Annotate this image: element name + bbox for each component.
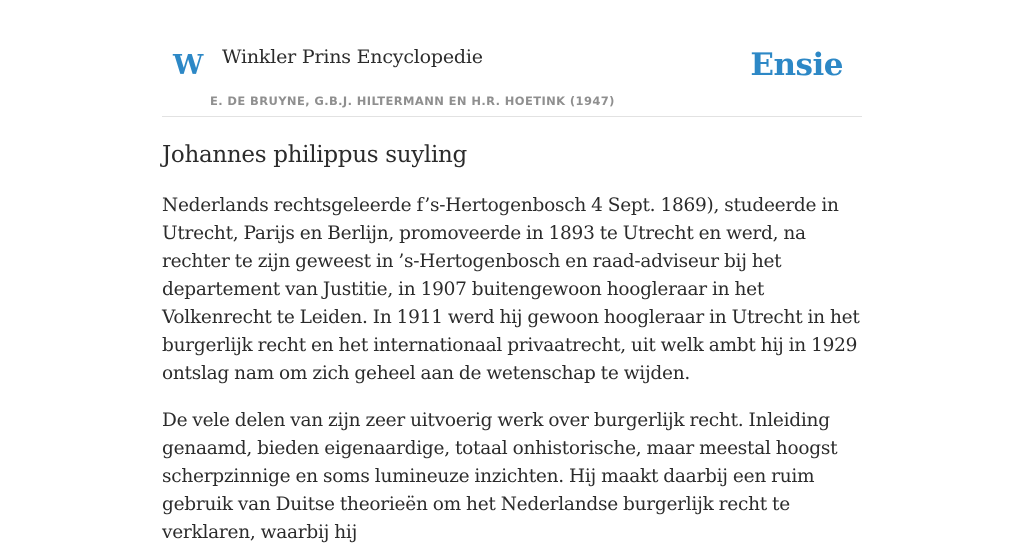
article-title: Johannes philippus suyling [162, 142, 467, 168]
article-paragraph: De vele delen van zijn zeer uitvoerig werk over burgerlijk recht. Inleiding genaamd, bieden eigenaardige, totaal onhistorische, maar meestal hoogst scherpzinnige en soms lumineuze inzichten. Hij maakt daarbij een ruim gebruik van Duitse theorieën om het Nederlandse burgerlijk recht te verklaren, waarbij hij [162, 410, 838, 543]
article-paragraph: Nederlands rechtsgeleerde f’s-Hertogenbosch 4 Sept. 1869), studeerde in Utrecht, Parijs en Berlijn, promoveerde in 1893 te Utrecht en werd, na rechter te zijn geweest in ’s-Hertogenbosch en raad-adviseur bij het departement van Justitie, in 1907 buitengewoon hoogleraar in het Volkenrecht te Leiden. In 1911 werd hij gewoon hoogleraar in Utrecht in het burgerlijk recht en het internationaal privaatrecht, uit welk ambt hij in 1929 ontslag nam om zich geheel aan de wetenschap te wijden. [162, 195, 860, 384]
ensie-logo-link[interactable]: Ensie [750, 47, 843, 83]
book-authors: E. DE BRUYNE, G.B.J. HILTERMANN EN H.R. HOETINK (1947) [210, 94, 615, 108]
book-header [162, 0, 862, 117]
article [162, 138, 862, 547]
book-logo[interactable]: W [173, 50, 204, 81]
book-title[interactable]: Winkler Prins Encyclopedie [222, 46, 483, 68]
